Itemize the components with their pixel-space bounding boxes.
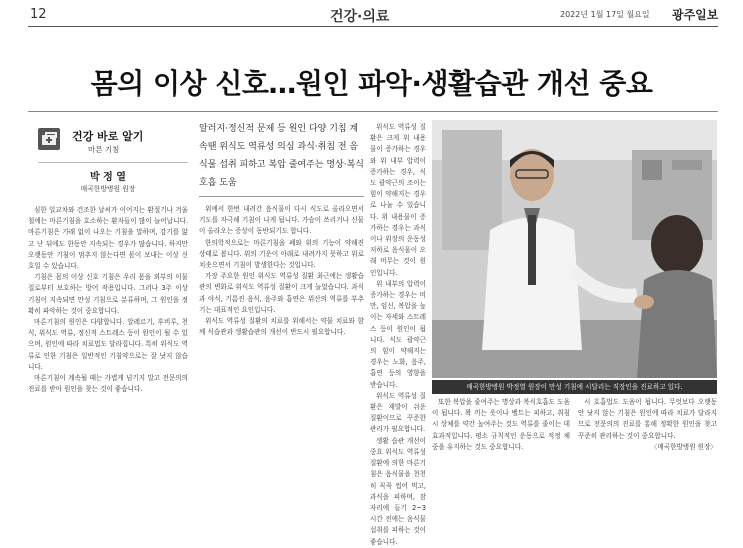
body-column-1 (28, 205, 188, 433)
section-title: 건강·의료 (330, 9, 390, 25)
category-subtitle: 마른 기침 (88, 145, 120, 154)
paragraph: 마른기침의 원인은 다양합니다. 알레르기, 후비루, 천식, 위식도 역류, 정신적 스트레스 등이 원인이 될 수 있으며, 원인에 따라 치료법도 달라집니다. 특히 위식도 역류로 인한 기침은 일반적인 기침약으로는 잘 낫지 않습니다. (28, 318, 188, 371)
author-affiliation: 매곡한방병원 원장 (80, 185, 136, 193)
doctor-patient-photo (432, 120, 717, 378)
paragraph: 심한 일교차와 건조한 날씨가 이어지는 환절기나 겨울철에는 마른기침을 호소하는 환자들이 많이 늘어납니다. 마른기침은 가래 없이 나오는 기침을 말하며, 감기를 앓고 난 뒤에도 한동안 지속되는 경우가 많습니다. 하지만 오랫동안 기침이 멈추지 않는다면 몸이 보내는 이상 신호일 수 있습니다. (28, 206, 188, 271)
author-name: 박 정 열 (90, 172, 126, 183)
paragraph: 〈매곡한방병원 원장〉 (650, 442, 717, 451)
paragraph: 한의학적으로는 마른기침을 폐와 위의 기능이 약해진 상태로 봅니다. 위의 기운이 아래로 내려가지 못하고 위로 치솟으면서 기침이 발생한다는 것입니다. (199, 238, 364, 270)
paragraph: 위식도 역류성 질환은 재발이 쉬운 질환이므로 꾸준한 관리가 필요합니다. (370, 391, 426, 434)
body-column-3 (370, 122, 426, 546)
lead-divider (199, 196, 364, 197)
body-column-4 (432, 397, 570, 451)
body-column-5 (578, 397, 717, 451)
article-headline: 몸의 이상 신호…원인 파악·생활습관 개선 중요 (90, 67, 653, 100)
category-divider (38, 162, 188, 163)
article-lead: 알러지·정신적 문제 등 원인 다양 기침 계속땐 위식도 역류성 의심 과식·취침 전 음식물 섭취 피하고 복압 줄여주는 명상·복식호흡 도움 (199, 124, 364, 188)
headline-divider (28, 111, 718, 112)
header-divider (28, 26, 718, 27)
article-photo (432, 120, 717, 378)
paragraph: 생활 습관 개선이 중요 위식도 역류성 질환에 의한 마른기침은 음식물을 천천히 꼭꼭 씹어 먹고, 과식을 피하며, 잠자리에 들기 2~3시간 전에는 음식물 섭취를 피하는 것이 좋습니다. (370, 436, 426, 546)
page-header (0, 0, 743, 30)
page-number: 12 (30, 7, 47, 22)
paragraph: 시 호흡법도 도움이 됩니다. 무엇보다 오랫동안 낫지 않는 기침은 원인에 따라 치료가 달라지므로 전문의의 진료를 통해 정확한 원인을 찾고 꾸준히 관리하는 것이 중요합니다. (578, 398, 717, 440)
body-column-2 (199, 204, 364, 433)
paragraph: 기침은 몸의 이상 신호 기침은 우리 몸을 외부의 이물질로부터 보호하는 방어 작용입니다. 그러나 3주 이상 기침이 지속되면 만성 기침으로 분류하며, 그 원인을 정확히 파악하는 것이 중요합니다. (28, 273, 188, 315)
photo-caption: 매곡한방병원 박정열 원장이 만성 기침에 시달리는 직장인을 진료하고 있다. (432, 380, 717, 394)
paragraph: 위 내부의 압력이 증가하는 경우는 비만, 임신, 복압을 높이는 자세와 스트레스 등이 원인이 됩니다. 식도 괄약근의 힘이 약해지는 경우는 노화, 음주, 흡연 등의 영향을 받습니다. (370, 279, 426, 389)
paragraph: 위에서 한번 내려간 음식물이 다시 식도로 올라오면서 기도를 자극해 기침이 나게 됩니다. 가슴이 쓰리거나 신물이 올라오는 증상이 동반되기도 합니다. (199, 205, 364, 236)
paragraph: 위식도 역류성 질환은 크게 위 내용물이 증가하는 경우와 위 내부 압력이 증가하는 경우, 식도 괄약근의 조이는 힘이 약해지는 경우로 나눌 수 있습니다. 위 내용물이 증가하는 경우는 과식이나 위장의 운동성 저하로 음식물이 오래 머무는 것이 원인입니다. (370, 123, 426, 277)
paragraph: 마른기침이 계속될 때는 가볍게 넘기지 말고 전문의의 진료를 받아 원인을 찾는 것이 좋습니다. (28, 374, 188, 394)
medical-bag-icon (38, 128, 60, 150)
paragraph: 위식도 역류성 질환의 치료를 위해서는 약물 치료와 함께 식습관과 생활습관의 개선이 반드시 필요합니다. (199, 317, 364, 337)
newspaper-name: 광주일보 (672, 8, 719, 22)
issue-date: 2022년 1월 17일 월요일 (560, 10, 650, 19)
category-title: 건강 바로 알기 (72, 130, 144, 143)
paragraph: 가장 주요한 원인 위식도 역류성 질환 최근에는 생활습관의 변화로 위식도 역류성 질환이 크게 늘었습니다. 과식과 야식, 기름진 음식, 음주와 흡연은 위산의 역류를 부추기는 대표적인 요인입니다. (199, 272, 364, 314)
paragraph: 또한 복압을 줄여주는 명상과 복식호흡도 도움이 됩니다. 꽉 끼는 옷이나 벨트는 피하고, 취침 시 상체를 약간 높여주는 것도 역류를 줄이는 데 효과적입니다. 평소 규칙적인 운동으로 적정 체중을 유지하는 것도 중요합니다. (432, 398, 570, 451)
